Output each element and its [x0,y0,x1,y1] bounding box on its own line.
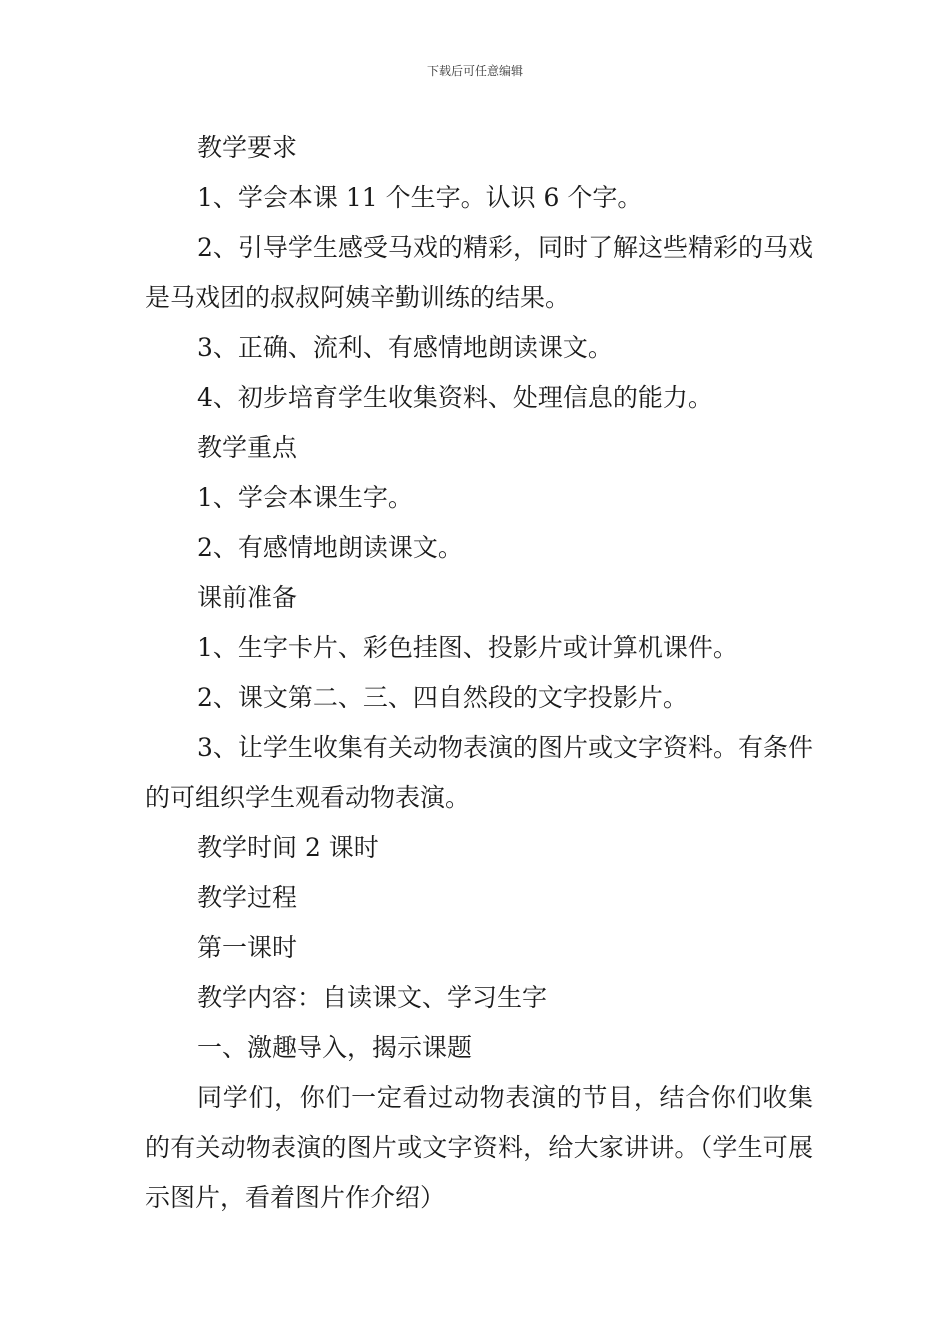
section-heading-preparation: 课前准备 [197,583,298,612]
teaching-time: 教学时间 2 课时 [197,833,379,862]
requirement-item-2: 2、引导学生感受马戏的精彩，同时了解这些精彩的马戏是马戏团的叔叔阿姨辛勤训练的结果。 [145,233,813,312]
requirement-item-4: 4、初步培育学生收集资料、处理信息的能力。 [197,383,713,412]
section-heading-requirements: 教学要求 [197,133,298,162]
key-point-item-2: 2、有感情地朗读课文。 [197,533,463,562]
document-body [145,123,813,1223]
step-one-body: 同学们，你们一定看过动物表演的节目，结合你们收集的有关动物表演的图片或文字资料，给大家讲讲。（学生可展示图片，看着图片作介绍） [145,1083,813,1212]
step-one-heading: 一、激趣导入，揭示课题 [197,1033,473,1062]
lesson-content: 教学内容：自读课文、学习生字 [197,983,548,1012]
key-point-item-1: 1、学会本课生字。 [197,483,413,512]
section-heading-process: 教学过程 [197,883,298,912]
lesson-one-heading: 第一课时 [197,933,298,962]
preparation-item-3: 3、让学生收集有关动物表演的图片或文字资料。有条件的可组织学生观看动物表演。 [145,733,813,812]
requirement-item-1: 1、学会本课 11 个生字。认识 6 个字。 [197,183,643,212]
page-header: 下载后可任意编辑 [426,64,523,78]
requirement-item-3: 3、正确、流利、有感情地朗读课文。 [197,333,613,362]
preparation-item-2: 2、课文第二、三、四自然段的文字投影片。 [197,683,688,712]
preparation-item-1: 1、生字卡片、彩色挂图、投影片或计算机课件。 [197,633,738,662]
section-heading-key-points: 教学重点 [197,433,298,462]
